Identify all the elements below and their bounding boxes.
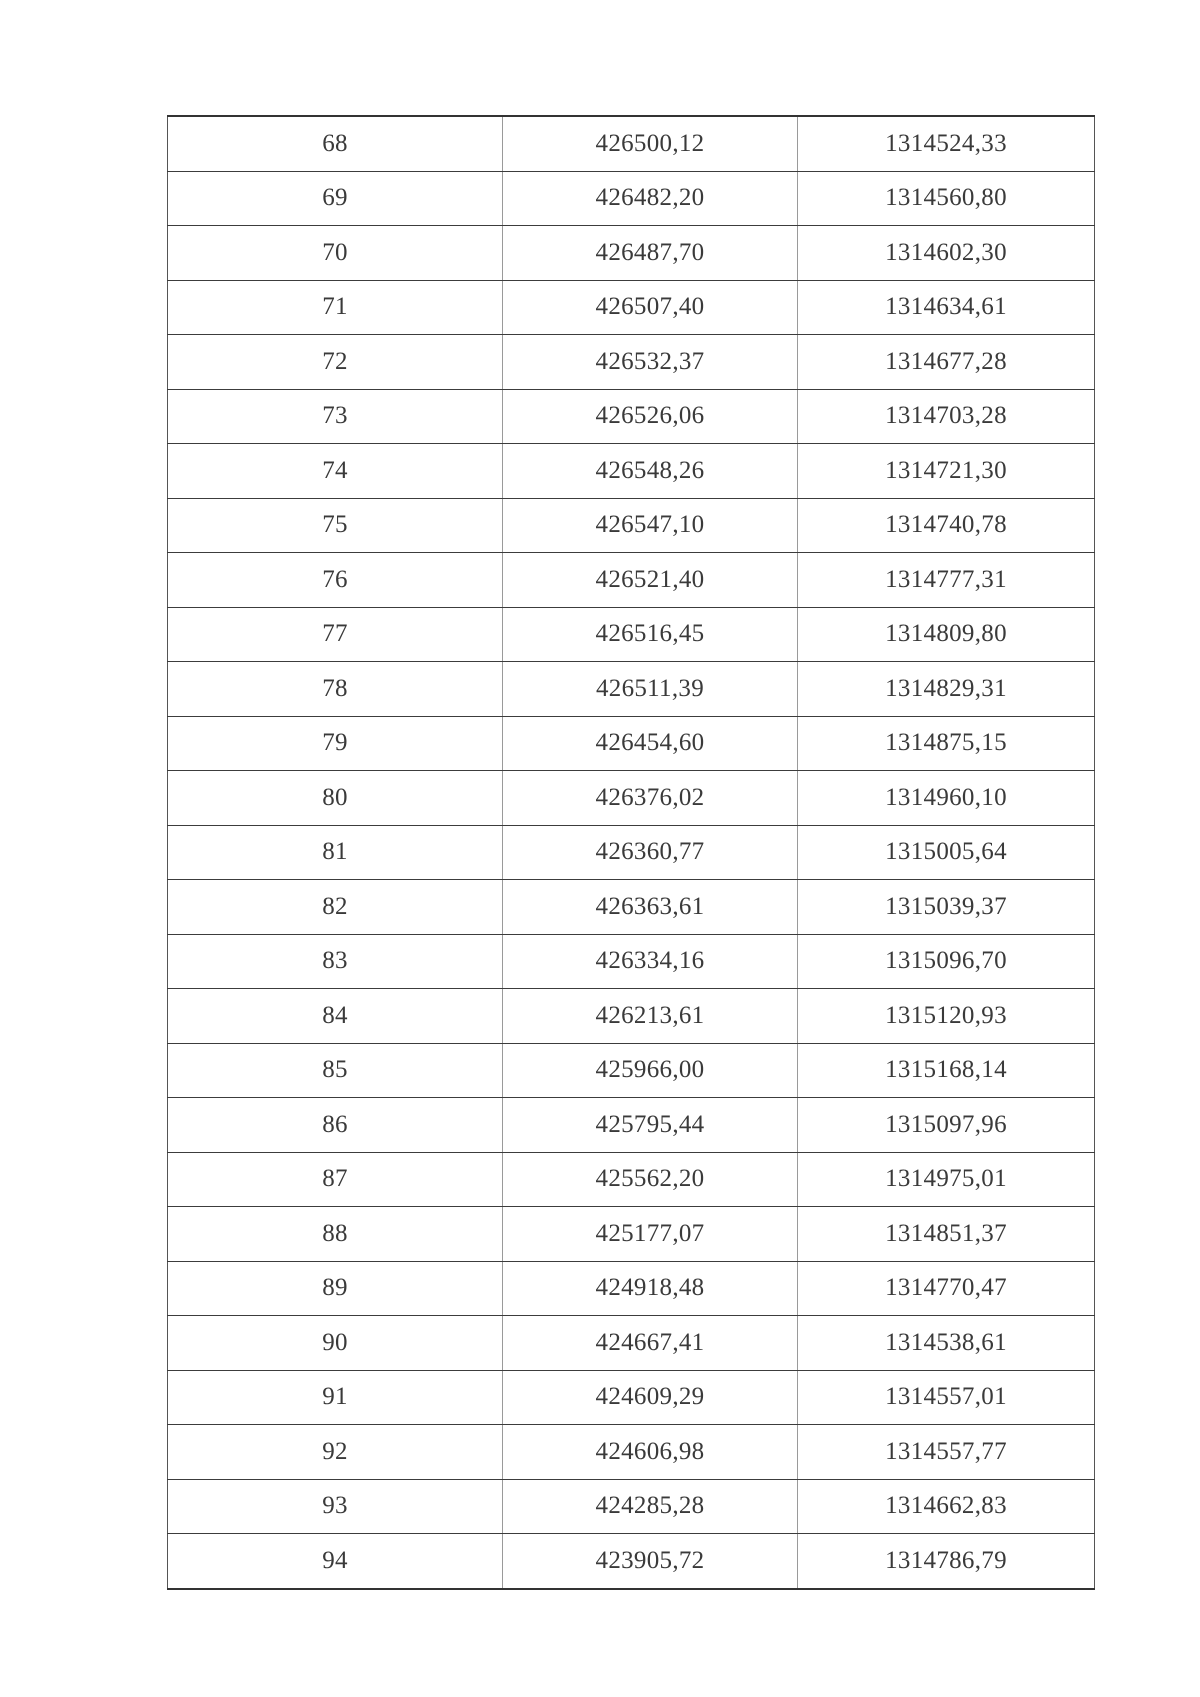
x-coordinate-cell: 426482,20 — [503, 171, 798, 226]
y-coordinate-cell: 1315005,64 — [798, 825, 1095, 880]
point-number-cell: 81 — [168, 825, 503, 880]
table-row — [168, 880, 1095, 935]
point-number-cell: 92 — [168, 1425, 503, 1480]
point-number-cell: 89 — [168, 1261, 503, 1316]
point-number-cell: 85 — [168, 1043, 503, 1098]
point-number-cell: 94 — [168, 1534, 503, 1589]
table-row — [168, 226, 1095, 281]
y-coordinate-cell: 1314524,33 — [798, 116, 1095, 171]
y-coordinate-cell: 1314602,30 — [798, 226, 1095, 281]
x-coordinate-cell: 426360,77 — [503, 825, 798, 880]
table-row — [168, 553, 1095, 608]
x-coordinate-cell: 426376,02 — [503, 771, 798, 826]
point-number-cell: 82 — [168, 880, 503, 935]
x-coordinate-cell: 424609,29 — [503, 1370, 798, 1425]
y-coordinate-cell: 1314777,31 — [798, 553, 1095, 608]
table-row — [168, 498, 1095, 553]
x-coordinate-cell: 426213,61 — [503, 989, 798, 1044]
table-row — [168, 444, 1095, 499]
point-number-cell: 77 — [168, 607, 503, 662]
x-coordinate-cell: 426521,40 — [503, 553, 798, 608]
table-row — [168, 1152, 1095, 1207]
y-coordinate-cell: 1314677,28 — [798, 335, 1095, 390]
x-coordinate-cell: 426547,10 — [503, 498, 798, 553]
x-coordinate-cell: 425966,00 — [503, 1043, 798, 1098]
y-coordinate-cell: 1314829,31 — [798, 662, 1095, 717]
table-row — [168, 1316, 1095, 1371]
y-coordinate-cell: 1314809,80 — [798, 607, 1095, 662]
x-coordinate-cell: 426507,40 — [503, 280, 798, 335]
x-coordinate-cell: 423905,72 — [503, 1534, 798, 1589]
x-coordinate-cell: 426454,60 — [503, 716, 798, 771]
x-coordinate-cell: 426548,26 — [503, 444, 798, 499]
x-coordinate-cell: 425562,20 — [503, 1152, 798, 1207]
table-row — [168, 607, 1095, 662]
table-row — [168, 1207, 1095, 1262]
point-number-cell: 90 — [168, 1316, 503, 1371]
x-coordinate-cell: 424918,48 — [503, 1261, 798, 1316]
point-number-cell: 73 — [168, 389, 503, 444]
y-coordinate-cell: 1314786,79 — [798, 1534, 1095, 1589]
table-row — [168, 989, 1095, 1044]
y-coordinate-cell: 1314634,61 — [798, 280, 1095, 335]
x-coordinate-cell: 424285,28 — [503, 1479, 798, 1534]
x-coordinate-cell: 426334,16 — [503, 934, 798, 989]
x-coordinate-cell: 426516,45 — [503, 607, 798, 662]
x-coordinate-cell: 426363,61 — [503, 880, 798, 935]
table-row — [168, 1370, 1095, 1425]
table-row — [168, 771, 1095, 826]
y-coordinate-cell: 1314662,83 — [798, 1479, 1095, 1534]
y-coordinate-cell: 1314975,01 — [798, 1152, 1095, 1207]
x-coordinate-cell: 426487,70 — [503, 226, 798, 281]
point-number-cell: 79 — [168, 716, 503, 771]
coordinates-table — [167, 115, 1095, 1590]
point-number-cell: 84 — [168, 989, 503, 1044]
point-number-cell: 74 — [168, 444, 503, 499]
x-coordinate-cell: 425795,44 — [503, 1098, 798, 1153]
table-row — [168, 825, 1095, 880]
y-coordinate-cell: 1314703,28 — [798, 389, 1095, 444]
x-coordinate-cell: 424667,41 — [503, 1316, 798, 1371]
x-coordinate-cell: 425177,07 — [503, 1207, 798, 1262]
table-row — [168, 335, 1095, 390]
y-coordinate-cell: 1314740,78 — [798, 498, 1095, 553]
y-coordinate-cell: 1314721,30 — [798, 444, 1095, 499]
point-number-cell: 76 — [168, 553, 503, 608]
point-number-cell: 71 — [168, 280, 503, 335]
y-coordinate-cell: 1314560,80 — [798, 171, 1095, 226]
y-coordinate-cell: 1314960,10 — [798, 771, 1095, 826]
point-number-cell: 91 — [168, 1370, 503, 1425]
y-coordinate-cell: 1315168,14 — [798, 1043, 1095, 1098]
x-coordinate-cell: 426526,06 — [503, 389, 798, 444]
y-coordinate-cell: 1314875,15 — [798, 716, 1095, 771]
y-coordinate-cell: 1315096,70 — [798, 934, 1095, 989]
y-coordinate-cell: 1314557,01 — [798, 1370, 1095, 1425]
point-number-cell: 88 — [168, 1207, 503, 1262]
table-row — [168, 1479, 1095, 1534]
y-coordinate-cell: 1314538,61 — [798, 1316, 1095, 1371]
x-coordinate-cell: 426511,39 — [503, 662, 798, 717]
table-row — [168, 716, 1095, 771]
table-row — [168, 171, 1095, 226]
table-row — [168, 1043, 1095, 1098]
table-row — [168, 389, 1095, 444]
point-number-cell: 87 — [168, 1152, 503, 1207]
table-row — [168, 280, 1095, 335]
point-number-cell: 72 — [168, 335, 503, 390]
point-number-cell: 68 — [168, 116, 503, 171]
x-coordinate-cell: 424606,98 — [503, 1425, 798, 1480]
y-coordinate-cell: 1315039,37 — [798, 880, 1095, 935]
point-number-cell: 86 — [168, 1098, 503, 1153]
table-row — [168, 1534, 1095, 1589]
table-row — [168, 934, 1095, 989]
y-coordinate-cell: 1315120,93 — [798, 989, 1095, 1044]
point-number-cell: 78 — [168, 662, 503, 717]
table-row — [168, 1098, 1095, 1153]
y-coordinate-cell: 1314770,47 — [798, 1261, 1095, 1316]
coordinates-table-body — [168, 116, 1095, 1589]
y-coordinate-cell: 1315097,96 — [798, 1098, 1095, 1153]
y-coordinate-cell: 1314557,77 — [798, 1425, 1095, 1480]
point-number-cell: 75 — [168, 498, 503, 553]
point-number-cell: 69 — [168, 171, 503, 226]
point-number-cell: 93 — [168, 1479, 503, 1534]
y-coordinate-cell: 1314851,37 — [798, 1207, 1095, 1262]
x-coordinate-cell: 426500,12 — [503, 116, 798, 171]
table-row — [168, 662, 1095, 717]
x-coordinate-cell: 426532,37 — [503, 335, 798, 390]
point-number-cell: 70 — [168, 226, 503, 281]
table-row — [168, 1261, 1095, 1316]
point-number-cell: 80 — [168, 771, 503, 826]
table-row — [168, 116, 1095, 171]
point-number-cell: 83 — [168, 934, 503, 989]
table-row — [168, 1425, 1095, 1480]
